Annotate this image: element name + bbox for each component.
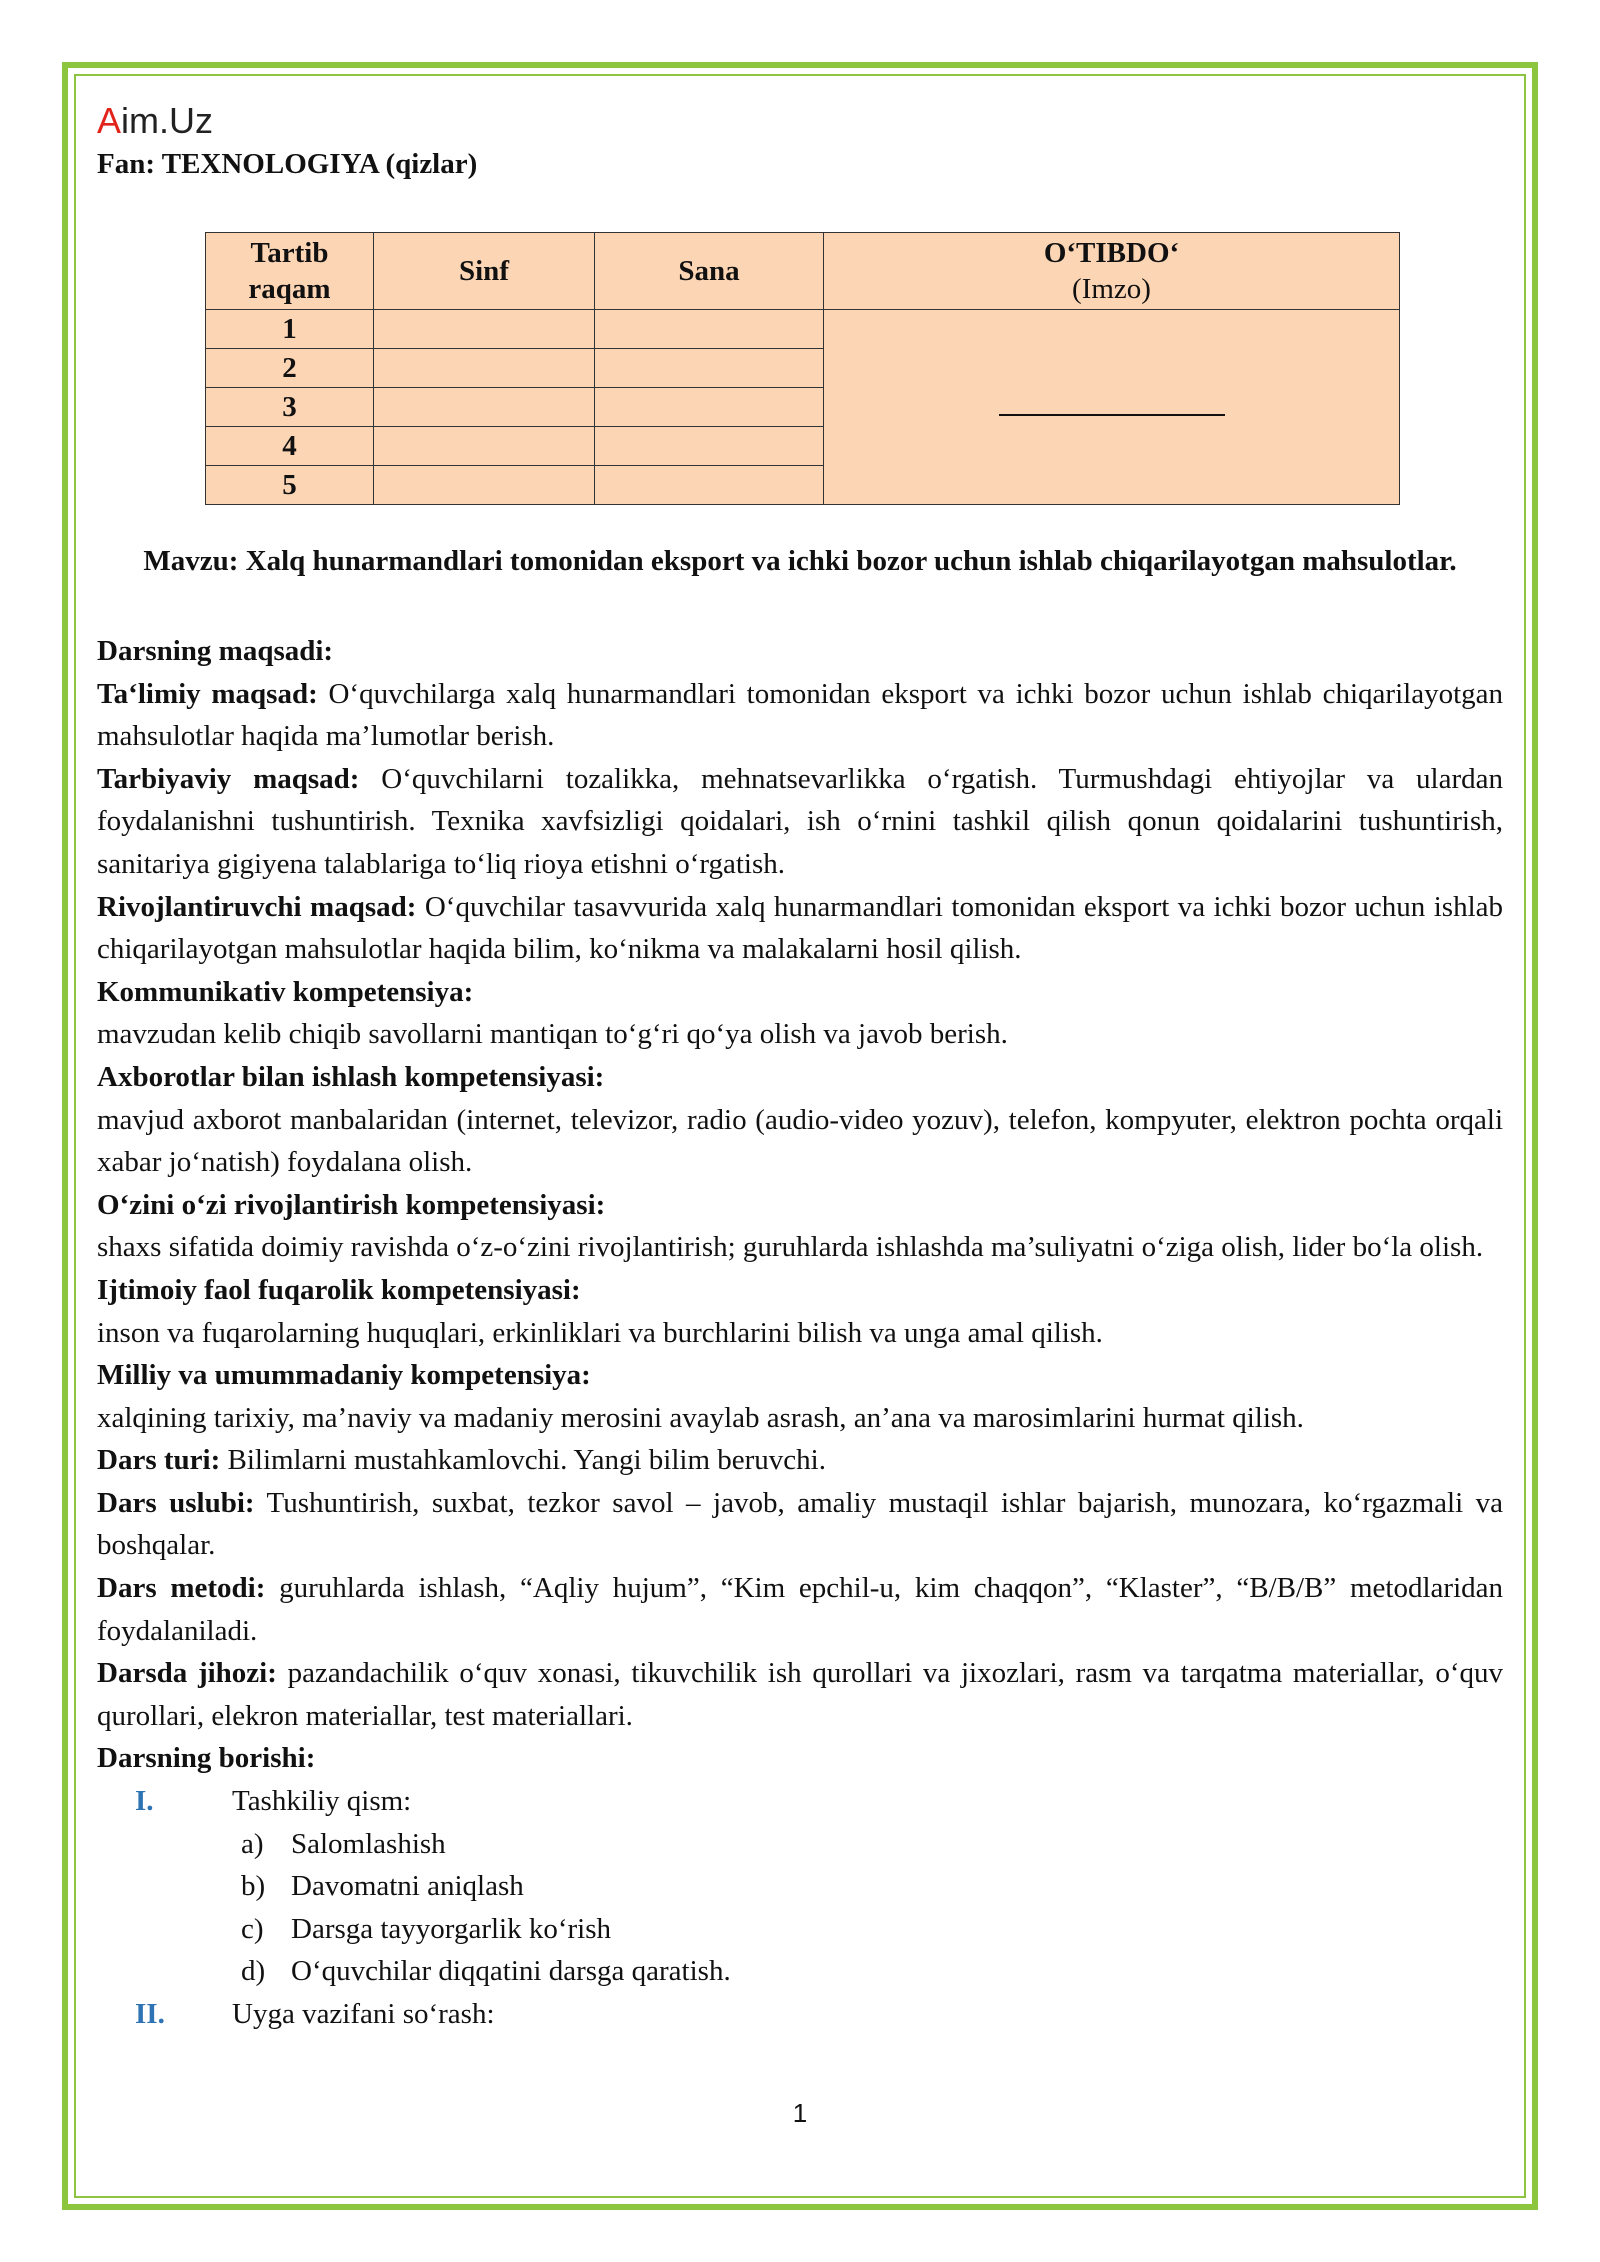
signature-cell — [824, 310, 1400, 505]
lesson-topic-text: Mavzu: Xalq hunarmandlari tomonidan eksport va ichki bozor uchun ishlab chiqarilayotgan mahsulotlar. — [143, 545, 1457, 577]
ozini-label: O‘zini o‘zi rivojlantirish kompetensiyasi: — [97, 1188, 606, 1221]
sinf-cell — [374, 388, 595, 427]
subitem-letter: c) — [241, 1912, 264, 1945]
row-number: 1 — [206, 310, 374, 349]
subitem-text: Davomatni aniqlash — [291, 1870, 524, 1903]
tarbiyaviy-text: O‘quvchilarni tozalikka, mehnatsevarlikka o‘rgatish. Turmushdagi ehtiyojlar va ulardan foydalanishni tushuntirish. Texnika xavfsizligi qoidalari, ish o‘rnini tashkil qilish qonun qoidalarini tushuntirish, sanitariya gigiyena talablariga to‘liq rioya etishni o‘rgatish. — [97, 762, 1504, 880]
sana-cell — [595, 349, 824, 388]
subitem-text: Darsga tayyorgarlik ko‘rish — [291, 1912, 611, 1945]
axb-label: Axborotlar bilan ishlash kompetensiyasi: — [97, 1060, 605, 1093]
subitem-letter: b) — [241, 1870, 266, 1903]
borishi-heading: Darsning borishi: — [97, 1742, 316, 1775]
logo-letter-a: A — [97, 100, 122, 141]
plan-item-2 — [97, 1993, 1503, 2036]
plan-subitem-d — [97, 1950, 1503, 1993]
metodi-text: guruhlarda ishlash, “Aqliy hujum”, “Kim epchil-u, kim chaqqon”, “Klaster”, “B/B/B” metodlaridan foydalaniladi. — [97, 1572, 1503, 1647]
page-number: 1 — [792, 2098, 808, 2128]
row-number: 4 — [206, 427, 374, 466]
sana-cell — [595, 310, 824, 349]
rivoj-paragraph — [97, 886, 1503, 971]
sinf-cell — [374, 427, 595, 466]
turi-paragraph — [97, 1439, 1503, 1482]
milliy-label: Milliy va umummadaniy kompetensiya: — [97, 1359, 591, 1392]
header-otibdo — [824, 233, 1400, 310]
rivoj-text: O‘quvchilar tasavvurida xalq hunarmandlari tomonidan eksport va ichki bozor uchun ishlab chiqarilayotgan mahsulotlar haqida bilim, ko‘nikma va malakalarni hosil qilish. — [97, 890, 1503, 966]
header-tartib — [206, 233, 374, 310]
metodi-paragraph — [97, 1567, 1503, 1652]
komm-label: Kommunikativ kompetensiya: — [97, 975, 474, 1008]
plan-item-2-text: Uyga vazifani so‘rash: — [232, 1998, 495, 2030]
subject-line: Fan: TEXNOLOGIYA (qizlar) — [97, 148, 478, 180]
header-sinf: Sinf — [374, 233, 595, 310]
sinf-cell — [374, 349, 595, 388]
row-number: 2 — [206, 349, 374, 388]
sana-cell — [595, 427, 824, 466]
tarbiyaviy-paragraph — [97, 758, 1503, 886]
subitem-letter: a) — [241, 1827, 264, 1860]
roman-numeral-i: I. — [135, 1785, 154, 1818]
uslubi-paragraph — [97, 1482, 1503, 1567]
row-number: 5 — [206, 466, 374, 505]
roman-numeral-ii: II. — [135, 1998, 165, 2030]
ijt-text: inson va fuqarolarning huquqlari, erkinliklari va burchlarini bilish va unga amal qilish. — [97, 1316, 1103, 1349]
otibdo-title: O‘TIBDO‘ — [1043, 237, 1180, 269]
jihozi-text: pazandachilik o‘quv xonasi, tikuvchilik ish qurollari va jixozlari, rasm va tarqatma materiallar, o‘quv qurollari, elekron materiallar, test materiallari. — [97, 1657, 1503, 1732]
talimiy-label: Ta‘limiy maqsad: — [97, 677, 318, 710]
plan-item-1 — [97, 1780, 1503, 1823]
plan-item-1-text: Tashkiliy qism: — [232, 1785, 412, 1818]
sana-cell — [595, 466, 824, 505]
registration-table — [205, 232, 1400, 505]
row-number: 3 — [206, 388, 374, 427]
header-tartib-label: Tartib raqam — [248, 237, 331, 305]
subitem-text: O‘quvchilar diqqatini darsga qaratish. — [291, 1955, 731, 1988]
lesson-topic — [97, 540, 1503, 583]
header-sana: Sana — [595, 233, 824, 310]
plan-subitem-a — [97, 1823, 1503, 1866]
axb-text: mavjud axborot manbalaridan (internet, televizor, radio (audio-video yozuv), telefon, kompyuter, elektron pochta orqali xabar jo‘natish) foydalana olish. — [97, 1103, 1503, 1179]
jihozi-label: Darsda jihozi: — [97, 1657, 277, 1690]
rivoj-label: Rivojlantiruvchi maqsad: — [97, 890, 417, 923]
plan-subitem-b — [97, 1865, 1503, 1908]
ozini-text: shaxs sifatida doimiy ravishda o‘z-o‘zini rivojlantirish; guruhlarda ishlashda ma’suliyatni o‘ziga olish, lider bo‘la olish. — [97, 1231, 1484, 1264]
signature-line — [999, 412, 1225, 416]
goals-heading: Darsning maqsadi: — [97, 635, 334, 667]
komm-text: mavzudan kelib chiqib savollarni mantiqan to‘g‘ri qo‘ya olish va javob berish. — [97, 1018, 1008, 1051]
sinf-cell — [374, 310, 595, 349]
turi-text: Bilimlarni mustahkamlovchi. Yangi bilim beruvchi. — [227, 1444, 826, 1477]
sana-cell — [595, 388, 824, 427]
talimiy-paragraph — [97, 673, 1503, 758]
imzo-label: (Imzo) — [1072, 273, 1151, 305]
subitem-letter: d) — [241, 1955, 266, 1988]
uslubi-label: Dars uslubi: — [97, 1486, 255, 1519]
site-logo — [97, 100, 1503, 142]
plan-subitem-c — [97, 1908, 1503, 1951]
talimiy-text: O‘quvchilarga xalq hunarmandlari tomonidan eksport va ichki bozor uchun ishlab chiqarilayotgan mahsulotlar haqida ma’lumotlar berish. — [97, 677, 1504, 753]
subitem-text: Salomlashish — [291, 1827, 446, 1860]
document-content — [97, 100, 1504, 2030]
logo-text: im.Uz — [121, 100, 214, 141]
metodi-label: Dars metodi: — [97, 1572, 266, 1605]
turi-label: Dars turi: — [97, 1444, 221, 1477]
milliy-text: xalqining tarixiy, ma’naviy va madaniy merosini avaylab asrash, an’ana va marosimlarini hurmat qilish. — [97, 1401, 1304, 1434]
jihozi-paragraph — [97, 1652, 1503, 1737]
tarbiyaviy-label: Tarbiyaviy maqsad: — [97, 762, 360, 795]
lesson-body — [97, 630, 1503, 2036]
ijt-label: Ijtimoiy faol fuqarolik kompetensiyasi: — [97, 1273, 581, 1306]
sinf-cell — [374, 466, 595, 505]
uslubi-text: Tushuntirish, suxbat, tezkor savol – javob, amaliy mustaqil ishlar bajarish, munozara, ko‘rgazmali va boshqalar. — [97, 1486, 1503, 1562]
